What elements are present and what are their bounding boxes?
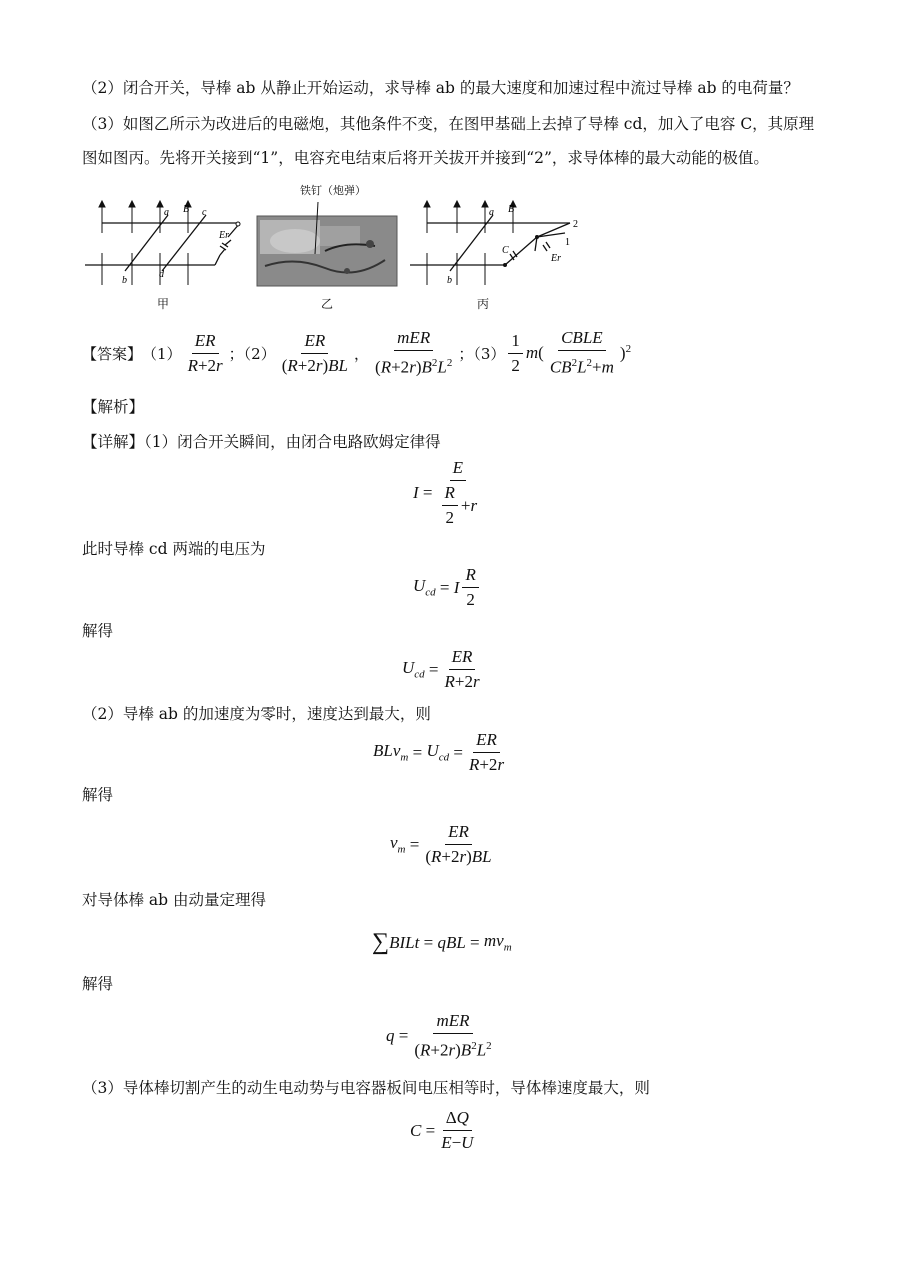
label-B: B: [183, 204, 190, 215]
caption-jia: 甲: [157, 297, 170, 311]
detail-s2: 此时导棒 cd 两端的电压为: [82, 540, 266, 558]
label-b: b: [122, 275, 127, 286]
label-b: b: [447, 275, 452, 286]
detail-s1: 【详解】（1）闭合开关瞬间，由闭合电路欧姆定律得: [82, 433, 441, 451]
photo-label: 铁钉（炮弹）: [300, 184, 366, 197]
figure-jia-diagram: [80, 193, 250, 293]
analysis-tag: 【解析】: [82, 398, 145, 416]
question-3-line1: （3）如图乙所示为改进后的电磁炮，其他条件不变，在图甲基础上去掉了导棒 cd，加入了电容 C，其原理: [82, 115, 815, 133]
label-C: C: [502, 245, 509, 256]
label-Er: Er: [219, 230, 229, 241]
question-3-line2: 图如图丙。先将开关接到“1”，电容充电结束后将开关拔开并接到“2”，求导体棒的最大动能的极值。: [82, 149, 769, 167]
label-a: a: [489, 207, 494, 218]
equation-2: $U_{cd}$ = I $\frac{R}{2}$: [413, 565, 482, 610]
label-switch-2: 2: [573, 219, 578, 230]
equation-6: ∑ BILt = qBL = $mv_m$: [372, 929, 512, 955]
detail-s3: 解得: [82, 622, 114, 640]
question-2: （2）闭合开关，导棒 ab 从静止开始运动，求导棒 ab 的最大速度和加速过程中流过导棒 ab 的电荷量？: [82, 79, 799, 97]
answer-line: 【答案】 （1） $\frac{ER}{R+2r}$ ；（2） $\frac{ER}{(R+2r)BL}$ ， $\frac{\text{mER}}{(R+2r)B^2L^2}$ ；（3） $\frac{1}{2}$ m( $\frac{\text{CBLE}}{CB^2L^2+m}$ )$^2$: [82, 328, 632, 377]
equation-3: $U_{cd}$ = $\frac{ER}{R+2r}$: [402, 647, 480, 691]
label-Er: Er: [551, 253, 561, 264]
answer-tag: 【答案】: [82, 344, 143, 363]
equation-1: I = E $\frac{R}{2}$ + r: [413, 458, 478, 527]
caption-yi: 乙: [321, 297, 334, 311]
label-a: a: [164, 207, 169, 218]
equation-4: BLv$_m$ = $U_{cd}$ = $\frac{ER}{R+2r}$: [373, 730, 505, 774]
label-c: c: [202, 207, 207, 218]
detail-s8: （3）导体棒切割产生的动生电动势与电容器板间电压相等时，导体棒速度最大，则: [82, 1079, 650, 1097]
figure-bing-diagram: [405, 193, 590, 293]
detail-s6: 对导体棒 ab 由动量定理得: [82, 891, 267, 909]
equation-8: C = $\frac{\Delta Q}{E-U}$: [410, 1108, 474, 1152]
label-d: d: [159, 269, 164, 280]
detail-s5: 解得: [82, 786, 114, 804]
label-switch-1: 1: [565, 237, 570, 248]
figure-yi-photo: [255, 196, 401, 288]
equation-7: q = $\frac{\text{mER}}{(R+2r)B^2L^2}$: [386, 1011, 492, 1060]
equation-5: $v_m$ = $\frac{ER}{(R+2r)BL}$: [390, 822, 492, 866]
caption-bing: 丙: [477, 297, 490, 311]
detail-s7: 解得: [82, 975, 114, 993]
detail-s4: （2）导棒 ab 的加速度为零时，速度达到最大，则: [82, 705, 431, 723]
label-B: B: [508, 204, 515, 215]
